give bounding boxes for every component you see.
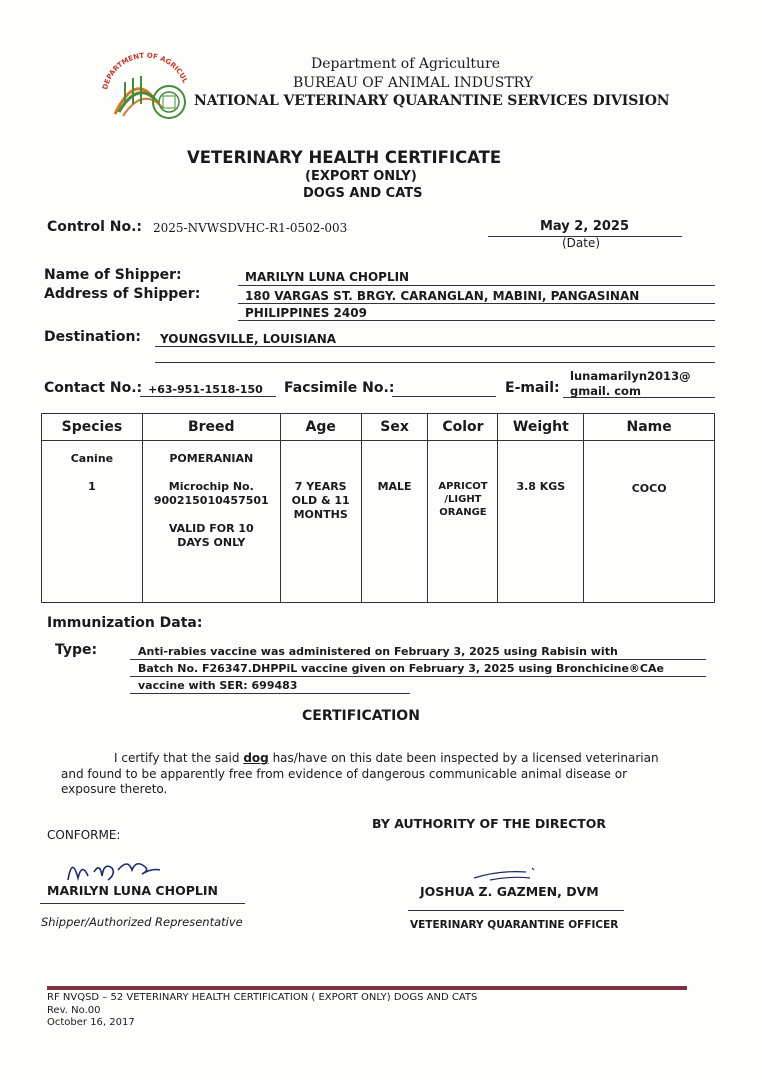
- date-value: May 2, 2025: [540, 219, 630, 234]
- certification-species-word: dog: [243, 751, 269, 765]
- fax-label: Facsimile No.:: [284, 380, 395, 396]
- cell-breed: [142, 441, 280, 603]
- validity-line1: VALID FOR 10: [168, 522, 254, 535]
- weight-value: 3.8 KGS: [516, 480, 566, 493]
- certificate-subtitle-export: (EXPORT ONLY): [305, 169, 417, 184]
- immunization-underline3: [130, 693, 410, 694]
- animal-details-table: [41, 413, 715, 603]
- vet-signatory-role: VETERINARY QUARANTINE OFFICER: [410, 919, 619, 931]
- email-label: E-mail:: [505, 380, 560, 396]
- shipper-address-underline1: [238, 303, 715, 304]
- table-header-row: [42, 414, 715, 441]
- header-sex: Sex: [361, 414, 428, 441]
- shipper-address-underline2: [238, 320, 715, 321]
- table-row: [42, 441, 715, 603]
- footer-form-title: RF NVQSD – 52 VETERINARY HEALTH CERTIFICATION ( EXPORT ONLY) DOGS AND CATS: [47, 992, 478, 1003]
- certification-text-pre: I certify that the said: [114, 751, 244, 765]
- shipper-address-label: Address of Shipper:: [44, 286, 201, 302]
- immunization-line2: Batch No. F26347.DHPPiL vaccine given on February 3, 2025 using Bronchicine®CAe: [138, 662, 664, 675]
- immunization-line1: Anti-rabies vaccine was administered on February 3, 2025 using Rabisin with: [138, 645, 618, 658]
- age-line2: OLD & 11: [291, 494, 350, 507]
- agriculture-seal-logo: [95, 42, 195, 124]
- date-label: (Date): [562, 236, 601, 250]
- fax-underline: [392, 396, 496, 397]
- destination-value: YOUNGSVILLE, LOUISIANA: [160, 332, 337, 346]
- header-name: Name: [584, 414, 715, 441]
- footer-bar: [47, 986, 687, 990]
- contact-no-label: Contact No.:: [44, 380, 143, 396]
- dept-name: Department of Agriculture: [311, 56, 501, 72]
- footer-date: October 16, 2017: [47, 1017, 135, 1028]
- bureau-name: BUREAU OF ANIMAL INDUSTRY: [293, 75, 534, 91]
- contact-no-underline: [140, 396, 276, 397]
- age-line1: 7 YEARS: [294, 480, 347, 493]
- email-value-line2: gmail. com: [570, 384, 641, 398]
- pet-name-value: COCO: [631, 482, 667, 495]
- control-no-value: 2025-NVWSDVHC-R1-0502-003: [153, 221, 348, 235]
- footer-revision: Rev. No.00: [47, 1005, 101, 1016]
- certification-heading: CERTIFICATION: [302, 708, 420, 724]
- certification-text-line2: and found to be apparently free from evidence of dangerous communicable animal disease or: [61, 767, 628, 781]
- microchip-label: Microchip No.: [168, 480, 254, 493]
- header-color: Color: [428, 414, 498, 441]
- division-name: NATIONAL VETERINARY QUARANTINE SERVICES DIVISION: [194, 93, 670, 109]
- certification-text-post: has/have on this date been inspected by a licensed veterinarian: [268, 751, 659, 765]
- color-line3: ORANGE: [439, 507, 487, 518]
- control-no-label: Control No.:: [47, 219, 142, 235]
- shipper-address-line1: 180 VARGAS ST. BRGY. CARANGLAN, MABINI, PANGASINAN: [245, 289, 640, 303]
- vet-signature-line: [408, 910, 624, 911]
- shipper-signature-line: [40, 903, 245, 904]
- cell-species: [42, 441, 143, 603]
- cell-sex: [361, 441, 428, 603]
- shipper-signatory-role: Shipper/Authorized Representative: [41, 915, 243, 929]
- vet-signature-image: [470, 862, 560, 886]
- authority-label: BY AUTHORITY OF THE DIRECTOR: [372, 816, 607, 831]
- breed-value: POMERANIAN: [169, 452, 254, 465]
- shipper-name-value: MARILYN LUNA CHOPLIN: [245, 270, 410, 284]
- header-breed: Breed: [142, 414, 280, 441]
- svg-text:DEPARTMENT OF AGRICULTURE: DEPARTMENT OF AGRICUL: [101, 51, 189, 91]
- shipper-signatory-name: MARILYN LUNA CHOPLIN: [47, 883, 218, 898]
- immunization-underline1: [130, 659, 706, 660]
- email-underline: [563, 397, 715, 398]
- certification-text-line1: [114, 751, 659, 765]
- cell-age: [280, 441, 361, 603]
- shipper-name-underline: [238, 285, 715, 286]
- immunization-line3: vaccine with SER: 699483: [138, 679, 298, 692]
- immunization-type-label: Type:: [55, 642, 98, 658]
- contact-no-value: +63-951-1518-150: [148, 383, 263, 396]
- certificate-title: VETERINARY HEALTH CERTIFICATE: [187, 148, 502, 167]
- sex-value: MALE: [377, 480, 412, 493]
- color-line2: /LIGHT: [444, 494, 482, 505]
- header-weight: Weight: [498, 414, 584, 441]
- microchip-number: 900215010457501: [153, 494, 269, 507]
- header-age: Age: [280, 414, 361, 441]
- vet-signatory-name: JOSHUA Z. GAZMEN, DVM: [420, 884, 599, 899]
- certificate-subtitle-species: DOGS AND CATS: [303, 186, 423, 201]
- cell-color: [428, 441, 498, 603]
- validity-line2: DAYS ONLY: [177, 536, 246, 549]
- color-line1: APRICOT: [438, 481, 488, 492]
- certification-text-line3: exposure thereto.: [61, 782, 168, 796]
- species-value: Canine: [70, 452, 114, 465]
- cell-weight: [498, 441, 584, 603]
- header-species: Species: [42, 414, 143, 441]
- immunization-underline2: [130, 676, 706, 677]
- shipper-address-line2: PHILIPPINES 2409: [245, 306, 367, 320]
- immunization-heading: Immunization Data:: [47, 615, 203, 631]
- age-line3: MONTHS: [293, 508, 348, 521]
- conforme-label: CONFORME:: [47, 828, 121, 842]
- destination-underline1: [155, 346, 715, 347]
- cell-name: [584, 441, 715, 603]
- species-count: 1: [88, 480, 96, 493]
- destination-underline2: [155, 362, 715, 363]
- shipper-name-label: Name of Shipper:: [44, 267, 182, 283]
- destination-label: Destination:: [44, 329, 142, 345]
- email-value-line1: lunamarilyn2013@: [570, 369, 691, 383]
